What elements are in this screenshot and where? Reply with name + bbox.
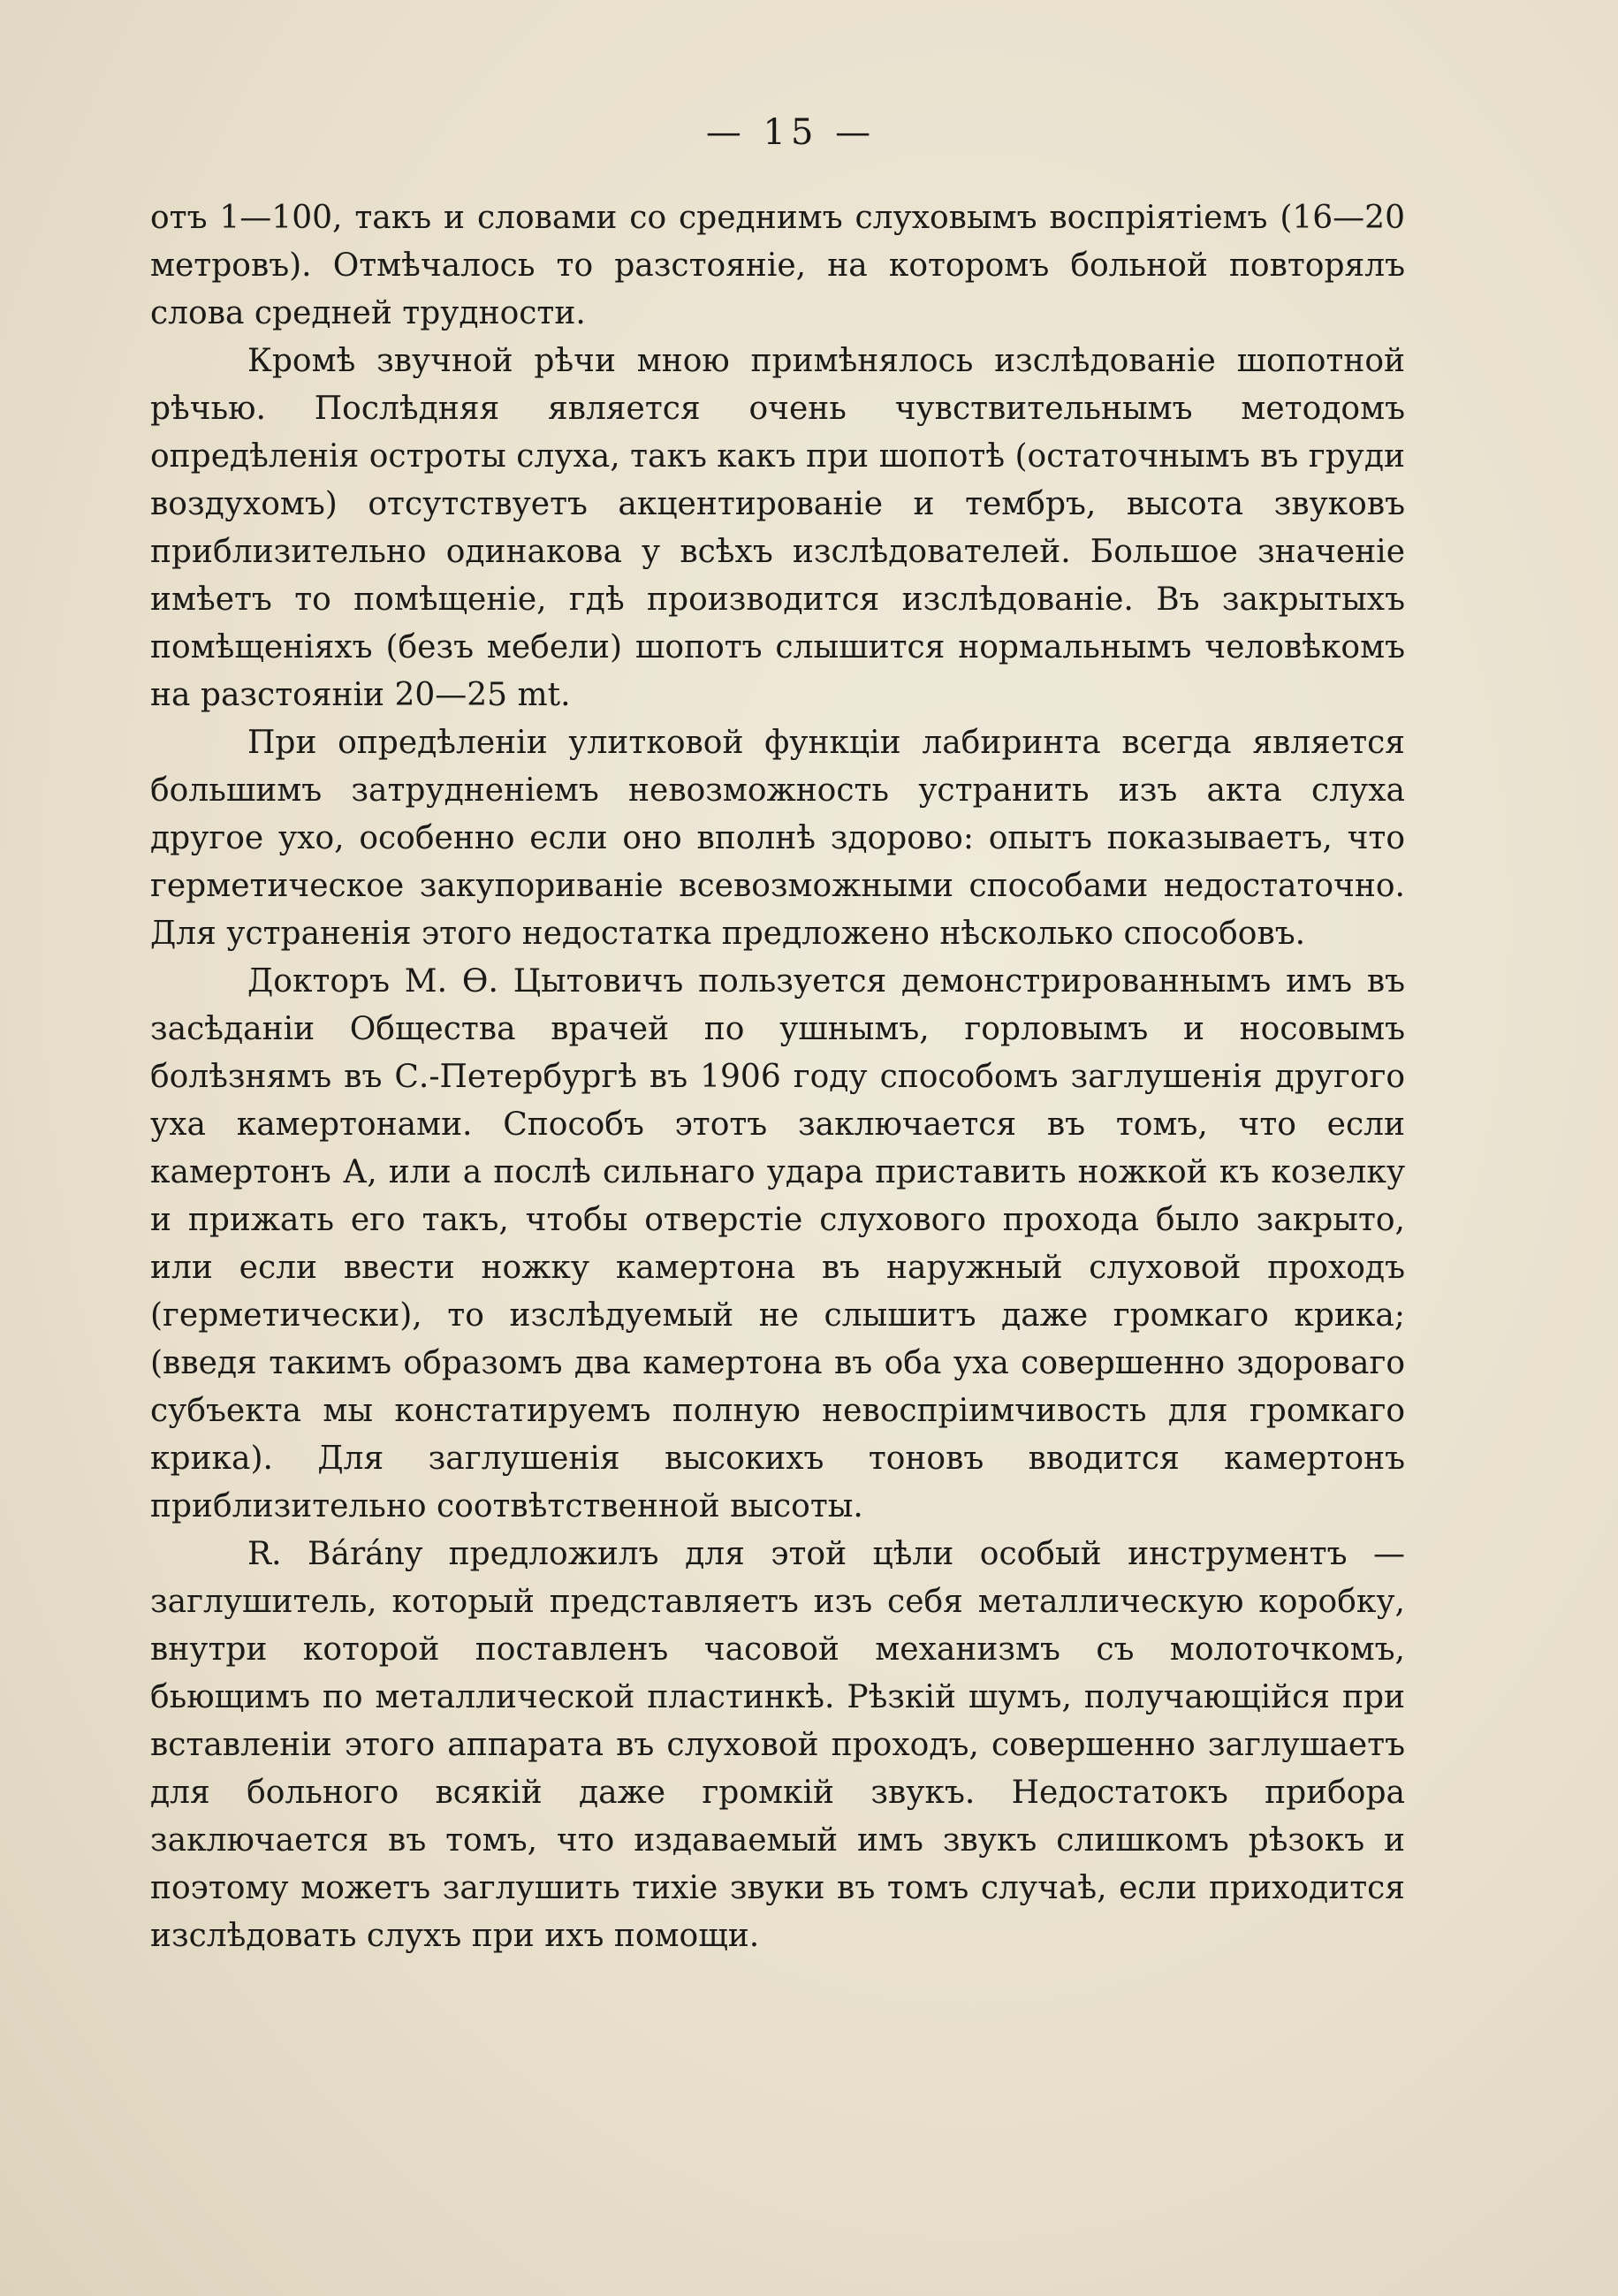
paragraph-cochlear-function: При опредѣленіи улитковой функціи лабиринта всегда является большимъ затрудненіемъ невозможность устранить изъ акта слуха другое ухо, особенно если оно вполнѣ здорово: опытъ показываетъ, что герметическое закупориваніе всевозможными способами недостаточно. Для устраненія этого недостатка предложено нѣсколько способовъ. [150,725,1405,952]
page-content [150,106,1405,1960]
page-number: — 15 — [705,112,877,153]
paragraph-whisper-speech: Кромѣ звучной рѣчи мною примѣнялось изслѣдованіе шопотной рѣчью. Послѣдняя является очень чувствительнымъ методомъ опредѣленія остроты слуха, такъ какъ при шопотѣ (остаточнымъ въ груди воздухомъ) отсутствуетъ акцентированіе и тембръ, высота звуковъ приблизительно одинакова у всѣхъ изслѣдователей. Большое значеніе имѣетъ то помѣщеніе, гдѣ производится изслѣдованіе. Въ закрытыхъ помѣщеніяхъ (безъ мебели) шопотъ слышится нормальнымъ человѣкомъ на разстояніи 20—25 mt. [150,343,1405,713]
paragraph-tsytovich-method: Докторъ М. Ѳ. Цытовичъ пользуется демонстрированнымъ имъ въ засѣданіи Общества врачей по ушнымъ, горловымъ и носовымъ болѣзнямъ въ С.-Петербургѣ въ 1906 году способомъ заглушенія другого уха камертонами. Способъ этотъ заключается въ томъ, что если камертонъ А, или a послѣ сильнаго удара приставить ножкой къ козелку и прижать его такъ, чтобы отверстіе слухового прохода было закрыто, или если ввести ножку камертона въ наружный слуховой проходъ (герметически), то изслѣдуемый не слышитъ даже громкаго крика; (введя такимъ образомъ два камертона въ оба уха совершенно здороваго субъекта мы констатируемъ полную невоспріимчивость для громкаго крика). Для заглушенія высокихъ тоновъ вводится камертонъ приблизительно соотвѣтственной высоты. [150,963,1405,1524]
paragraph-continuation: отъ 1—100, такъ и словами со среднимъ слуховымъ воспріятіемъ (16—20 метровъ). Отмѣчалось то разстояніе, на которомъ больной повторялъ слова средней трудности. [150,200,1405,331]
paragraph-barany-device: R. Bárány предложилъ для этой цѣли особый инструментъ — заглушитель, который представляетъ изъ себя металлическую коробку, внутри которой поставленъ часовой механизмъ съ молоточкомъ, бьющимъ по металлической пластинкѣ. Рѣзкій шумъ, получающійся при вставленіи этого аппарата въ слуховой проходъ, совершенно заглушаетъ для больного всякій даже громкій звукъ. Недостатокъ прибора заключается въ томъ, что издаваемый имъ звукъ слишкомъ рѣзокъ и поэтому можетъ заглушить тихіе звуки въ томъ случаѣ, если приходится изслѣдовать слухъ при ихъ помощи. [150,1536,1405,1954]
